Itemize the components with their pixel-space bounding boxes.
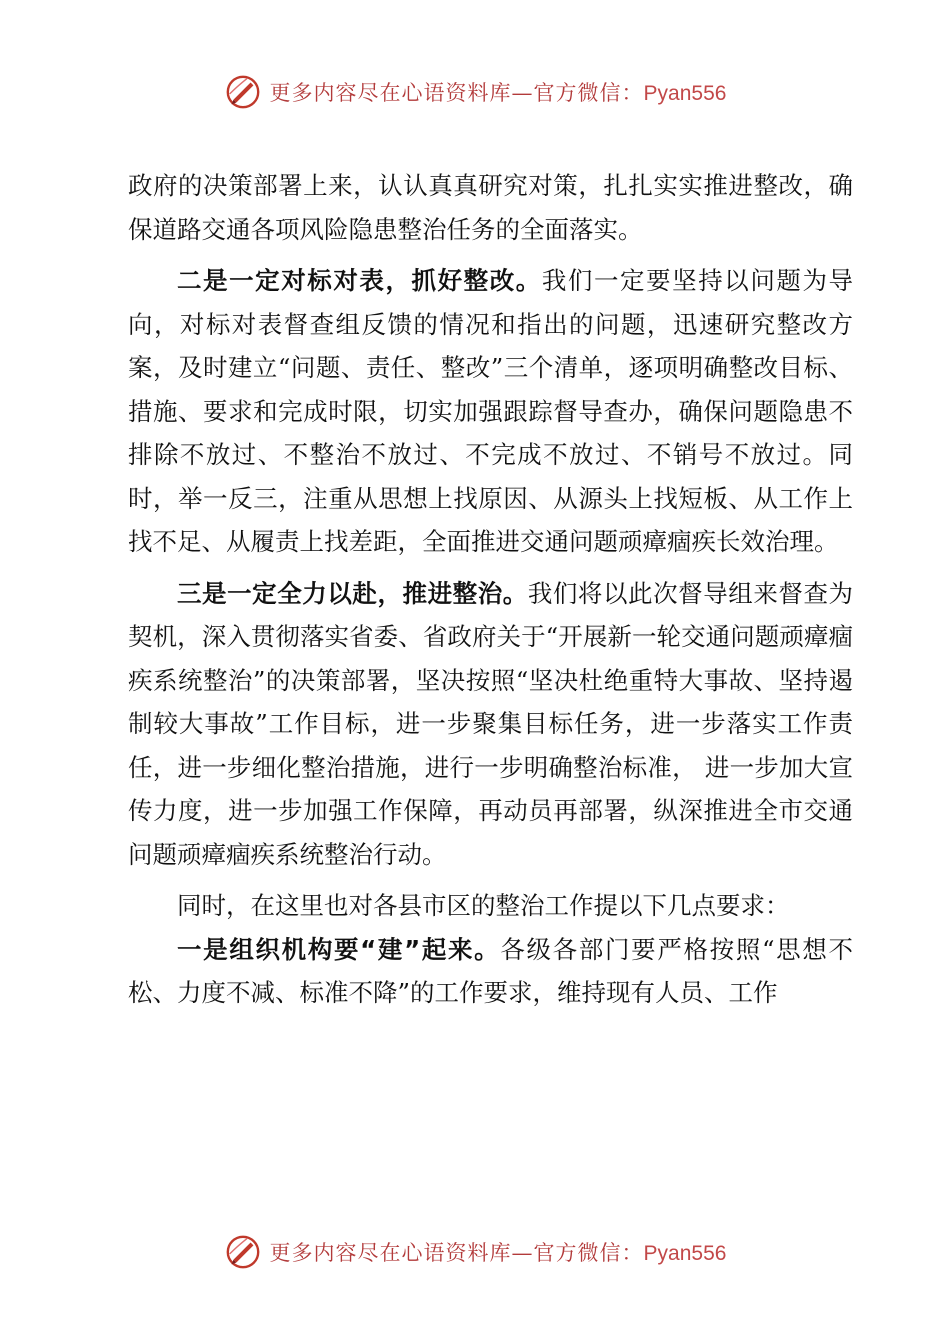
paragraph-5-lead: 一是组织机构要“建”起来。 (177, 934, 501, 964)
footer-banner (0, 1230, 950, 1274)
paragraph-4 (128, 884, 853, 928)
paragraph-3 (128, 572, 853, 877)
pen-seal-icon (224, 1233, 262, 1271)
paragraph-2-lead: 二是一定对标对表，抓好整改。 (177, 266, 542, 295)
paragraph-2 (128, 259, 853, 564)
paragraph-5-body: 各级各部门要严格按照“思想不松、力度不减、标准不降”的工作要求，维持现有人员、工作 (128, 934, 854, 1007)
banner-text-wechat-id: Pyan556 (643, 1242, 727, 1265)
paragraph-2-body: 我们一定要坚持以问题为导向，对标对表督查组反馈的情况和指出的问题，迅速研究整改方案，及时建立“问题、责任、整改”三个清单，逐项明确整改目标、措施、要求和完成时限，切实加强跟踪督导查办，确保问题隐患不排除不放过、不整治不放过、不完成不放过、不销号不放过。同时，举一反三，注重从思想上找原因、从源头上找短板、从工作上找不足、从履责上找差距，全面推进交通问题顽瘴痼疾长效治理。 (128, 266, 854, 556)
banner-text-cn: 更多内容尽在心语资料库—官方微信： (269, 81, 644, 105)
paragraph-5 (128, 928, 853, 1015)
paragraph-3-body: 我们将以此次督导组来督查为契机，深入贯彻落实省委、省政府关于“开展新一轮交通问题顽瘴痼疾系统整治”的决策部署，坚决按照“坚决杜绝重特大事故、坚持遏制较大事故”工作目标，进一步聚集目标任务，进一步落实工作责任，进一步细化整治措施，进行一步明确整治标准， 进一步加大宣传力度，进一步加强工作保障，再动员再部署，纵深推进全市交通问题顽瘴痼疾系统整治行动。 (128, 578, 854, 869)
paragraph-4-body: 同时，在这里也对各县市区的整治工作提以下几点要求： (177, 891, 790, 920)
document-body (128, 164, 853, 1015)
paragraph-3-lead: 三是一定全力以赴，推进整治。 (177, 578, 528, 608)
banner-text-wechat-id: Pyan556 (643, 82, 727, 105)
banner-text-cn: 更多内容尽在心语资料库—官方微信： (269, 1241, 644, 1265)
header-banner (0, 70, 950, 114)
paragraph-1 (128, 164, 853, 251)
paragraph-1-body: 政府的决策部署上来，认认真真研究对策，扎扎实实推进整改，确保道路交通各项风险隐患整治任务的全面落实。 (128, 171, 853, 244)
pen-seal-icon (224, 73, 262, 111)
banner-text (270, 1237, 727, 1267)
banner-text (270, 77, 727, 107)
